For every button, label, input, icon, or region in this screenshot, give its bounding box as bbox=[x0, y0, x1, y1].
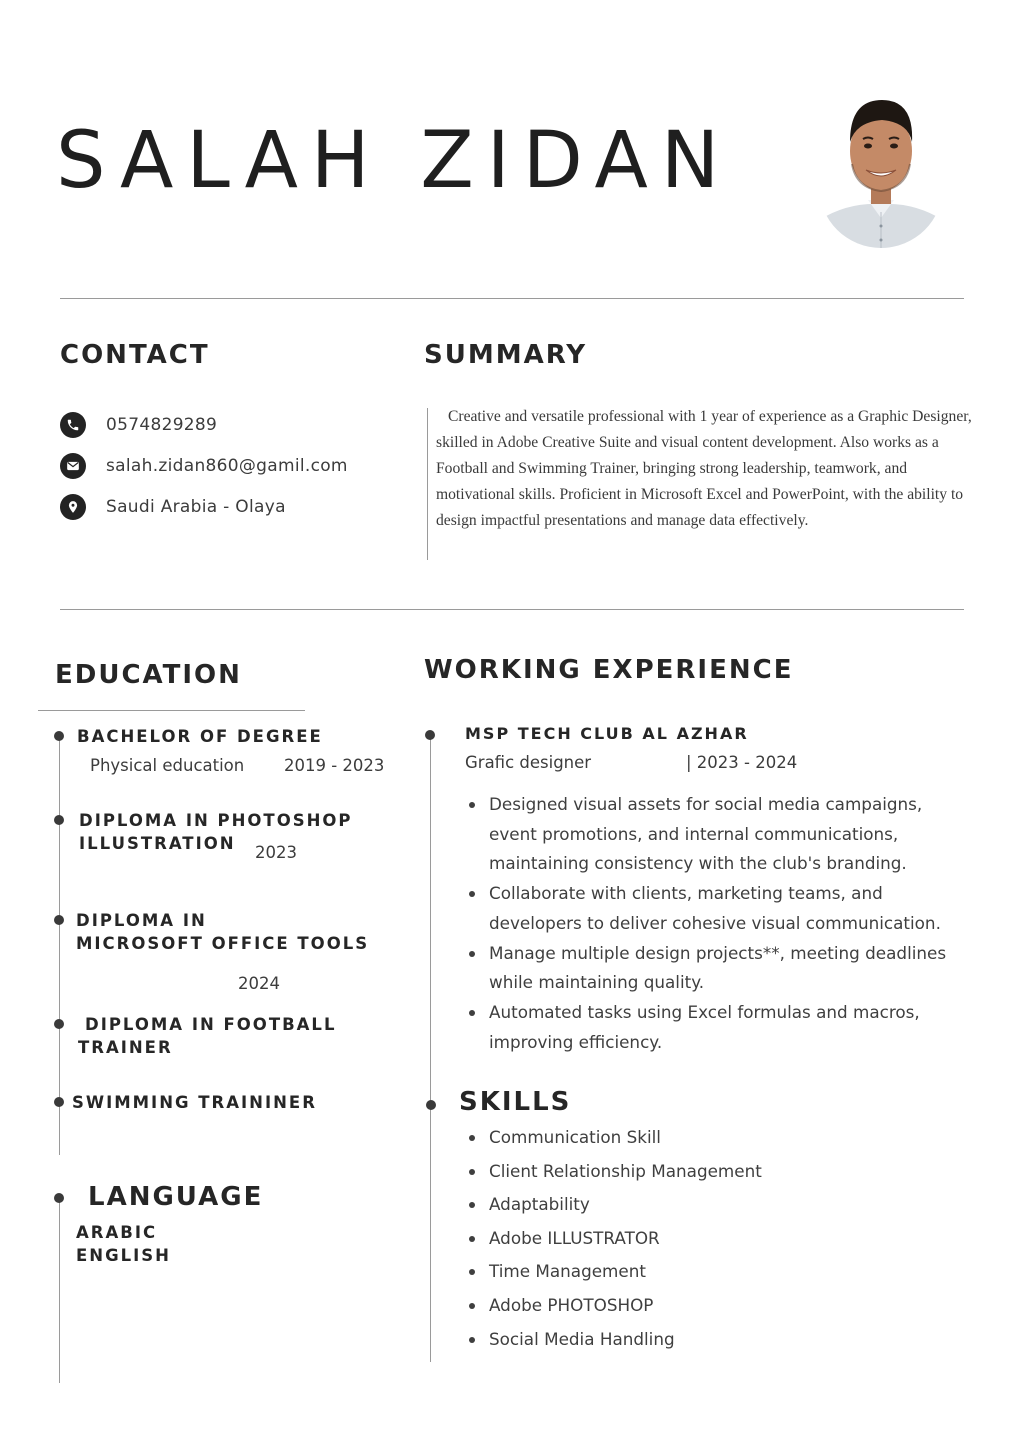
list-item: Adobe PHOTOSHOP bbox=[467, 1289, 967, 1323]
job-period: | 2023 - 2024 bbox=[686, 753, 798, 772]
list-item: Designed visual assets for social media campaigns, event promotions, and internal communications, maintaining consistency with the club's branding. bbox=[467, 790, 967, 879]
education-years: 2019 - 2023 bbox=[284, 756, 385, 775]
list-item: Social Media Handling bbox=[467, 1323, 967, 1357]
skills-heading: SKILLS bbox=[459, 1087, 572, 1117]
timeline-dot bbox=[54, 815, 64, 825]
language-item: ARABIC bbox=[76, 1223, 158, 1242]
language-heading: LANGUAGE bbox=[88, 1182, 264, 1212]
timeline-dot bbox=[54, 915, 64, 925]
education-title: SWIMMING TRAININER bbox=[72, 1093, 317, 1112]
location-icon bbox=[60, 494, 86, 520]
education-subtitle: Physical education bbox=[90, 756, 245, 775]
summary-heading: SUMMARY bbox=[424, 340, 588, 370]
education-underline bbox=[38, 710, 305, 711]
section-divider bbox=[60, 609, 964, 610]
skills-list bbox=[467, 1121, 967, 1356]
list-item: Time Management bbox=[467, 1255, 967, 1289]
email-icon bbox=[60, 453, 86, 479]
experience-timeline bbox=[430, 734, 431, 1362]
education-title-line: TRAINER bbox=[78, 1038, 173, 1057]
email-address[interactable]: salah.zidan860@gamil.com bbox=[106, 456, 348, 476]
education-timeline bbox=[59, 735, 60, 1155]
experience-heading: WORKING EXPERIENCE bbox=[424, 655, 794, 685]
education-title: BACHELOR OF DEGREE bbox=[77, 727, 323, 746]
experience-bullets bbox=[467, 790, 967, 1057]
contact-phone bbox=[60, 412, 217, 438]
language-item: ENGLISH bbox=[76, 1246, 171, 1265]
list-item: Automated tasks using Excel formulas and macros, improving efficiency. bbox=[467, 998, 967, 1057]
list-item: Collaborate with clients, marketing teams, and developers to deliver cohesive visual communication. bbox=[467, 879, 967, 938]
job-role: Grafic designer bbox=[465, 753, 592, 772]
education-title-line: ILLUSTRATION bbox=[79, 834, 236, 853]
list-item: Manage multiple design projects**, meeting deadlines while maintaining quality. bbox=[467, 939, 967, 998]
timeline-dot bbox=[54, 1019, 64, 1029]
timeline-dot bbox=[54, 1193, 64, 1203]
candidate-name: SALAH ZIDAN bbox=[56, 116, 733, 206]
summary-divider bbox=[427, 408, 428, 560]
timeline-dot bbox=[54, 731, 64, 741]
timeline-dot bbox=[54, 1097, 64, 1107]
contact-location bbox=[60, 494, 286, 520]
phone-number[interactable]: 0574829289 bbox=[106, 415, 218, 435]
timeline-dot bbox=[425, 730, 435, 740]
phone-icon bbox=[60, 412, 86, 438]
list-item: Adaptability bbox=[467, 1188, 967, 1222]
education-years: 2023 bbox=[255, 843, 297, 862]
language-timeline bbox=[59, 1198, 60, 1383]
profile-photo bbox=[816, 94, 946, 248]
header-divider bbox=[60, 298, 964, 299]
contact-email bbox=[60, 453, 348, 479]
timeline-dot bbox=[426, 1100, 436, 1110]
list-item: Adobe ILLUSTRATOR bbox=[467, 1222, 967, 1256]
list-item: Communication Skill bbox=[467, 1121, 967, 1155]
education-years: 2024 bbox=[238, 974, 280, 993]
education-title-line: DIPLOMA IN FOOTBALL bbox=[85, 1015, 337, 1034]
contact-heading: CONTACT bbox=[60, 340, 210, 370]
company-name: MSP TECH CLUB AL AZHAR bbox=[465, 724, 749, 743]
education-heading: EDUCATION bbox=[55, 660, 242, 690]
location-text: Saudi Arabia - Olaya bbox=[106, 497, 286, 517]
list-item: Client Relationship Management bbox=[467, 1155, 967, 1189]
education-title-line: DIPLOMA IN bbox=[76, 911, 207, 930]
education-title-line: MICROSOFT OFFICE TOOLS bbox=[76, 934, 370, 953]
summary-text: Creative and versatile professional with 1 year of experience as a Graphic Designer, skilled in Adobe Creative Suite and visual content development. Also works as a Football and Swimming Trainer, bringing strong leadership, teamwork, and motivational skills. Proficient in Microsoft Excel and PowerPoint, with the ability to design impactful presentations and manage data effectively. bbox=[436, 408, 972, 529]
education-title-line: DIPLOMA IN PHOTOSHOP bbox=[79, 811, 353, 830]
